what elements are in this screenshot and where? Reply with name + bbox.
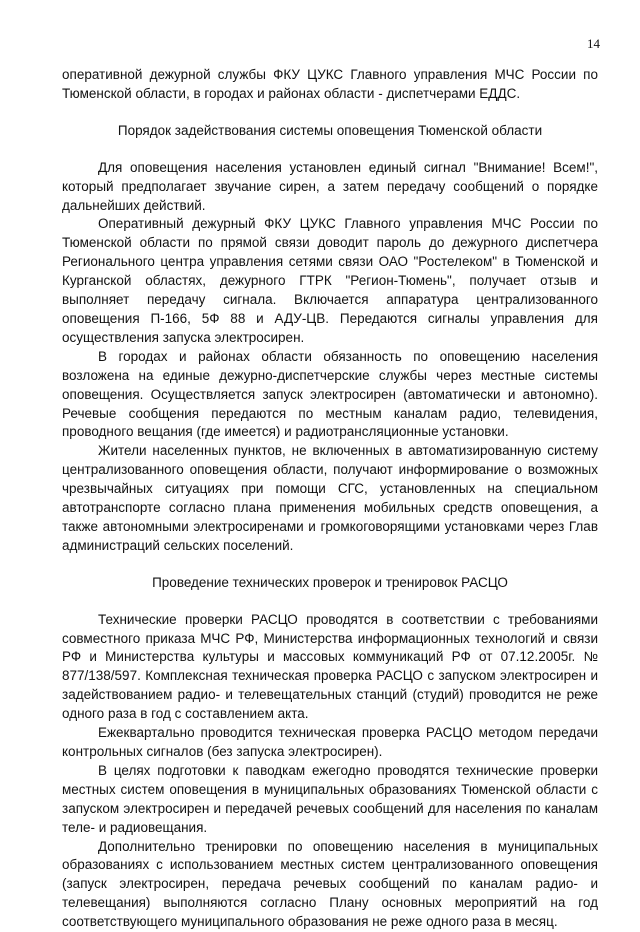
section-heading-alert-procedure: Порядок задействования системы оповещения Тюменской области	[117, 122, 543, 138]
spacer	[62, 556, 598, 574]
paragraph: Дополнительно тренировки по оповещению населения в муниципальных образованиях с использованием местных систем централизованного оповещения (запуск электросирен, передача речевых сообщений по каналам радио- и телевещания) выполняются согласно Плану основных мероприятий на год соответствующего муниципального образования не реже одного раза в месяц.	[62, 838, 598, 930]
paragraph: Технические проверки РАСЦО проводятся в соответствии с требованиями совместного приказа МЧС РФ, Министерства информационных технологий и связи РФ и Министерства культуры и массовых коммуникаций РФ от 07.12.2005г. № 877/138/597. Комплексная техническая проверка РАСЦО с запуском электросирен и задействованием радио- и телевещательных станций (студий) проводится не реже одного раза в год с составлением акта.	[62, 611, 598, 722]
paragraph: В целях подготовки к паводкам ежегодно проводятся технические проверки местных систем оповещения в муниципальных образованиях Тюменской области с запуском электросирен и передачей речевых сообщений для населения по каналам теле- и радиовещания.	[62, 762, 598, 835]
spacer	[62, 593, 598, 611]
document-body	[62, 66, 598, 932]
spacer	[62, 141, 598, 159]
page-number: 14	[587, 36, 600, 51]
paragraph: Оперативный дежурный ФКУ ЦУКС Главного управления МЧС России по Тюменской области по прямой связи доводит пароль до дежурного диспетчера Регионального центра управления сетями связи ОАО "Ростелеком" в Тюменской и Курганской областях, дежурного ГТРК "Регион-Тюмень", получает отзыв и выполняет передачу сигнала. Включается аппаратура централизованного оповещения П-166, 5Ф 88 и АДУ-ЦВ. Передаются сигналы управления для осуществления запуска электросирен.	[62, 216, 598, 345]
spacer	[62, 104, 598, 122]
paragraph: В городах и районах области обязанность по оповещению населения возложена на единые дежурно-диспетчерские службы через местные системы оповещения. Осуществляется запуск электросирен (автоматически и автономно). Речевые сообщения передаются по местным каналам радио, телевидения, проводного вещания (где имеется) и радиотрансляционные установки.	[62, 348, 598, 440]
paragraph: Ежеквартально проводится техническая проверка РАСЦО методом передачи контрольных сигналов (без запуска электросирен).	[62, 725, 598, 759]
intro-paragraph: оперативной дежурной службы ФКУ ЦУКС Главного управления МЧС России по Тюменской области, в городах и районах области - диспетчерами ЕДДС.	[62, 67, 598, 101]
paragraph: Жители населенных пунктов, не включенных в автоматизированную систему централизованного оповещения области, получают информирование о возможных чрезвычайных ситуациях при помощи СГС, установленных на специальном автотранспорте согласно плана применения мобильных средств оповещения, а также автономными электросиренами и громкоговорящими установками через Глав администраций сельских поселений.	[62, 443, 598, 553]
paragraph: Для оповещения населения установлен единый сигнал "Внимание! Всем!", который предполагает звучание сирен, а затем передачу сообщений о порядке дальнейших действий.	[62, 159, 598, 213]
section-heading-technical-checks: Проведение технических проверок и тренировок РАСЦО	[152, 574, 508, 590]
